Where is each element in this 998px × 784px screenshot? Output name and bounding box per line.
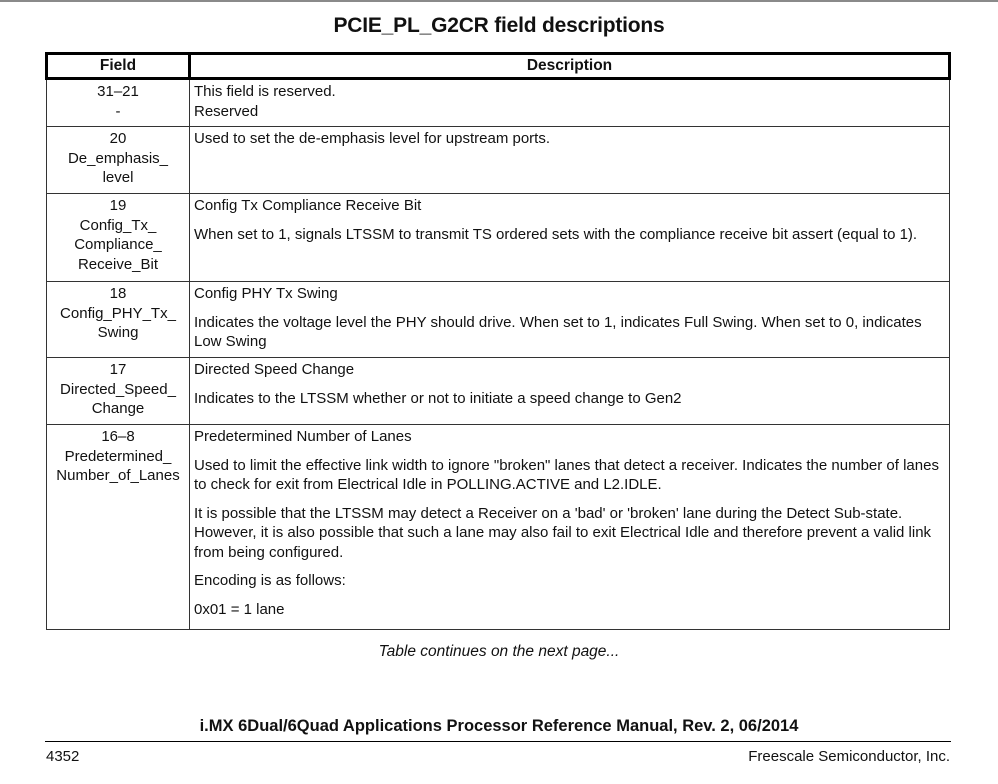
field-bits: 19 <box>109 197 127 214</box>
field-descriptions-table <box>45 52 951 630</box>
description-cell <box>190 79 950 127</box>
field-name: Config_Tx_ <box>79 216 157 234</box>
description-paragraph: Used to set the de-emphasis level for upstream ports. <box>194 130 551 147</box>
field-name: Receive_Bit <box>77 255 159 273</box>
field-bits: 20 <box>109 130 127 147</box>
field-cell <box>47 194 190 282</box>
field-name: De_emphasis_ <box>67 149 169 167</box>
page-title: PCIE_PL_G2CR field descriptions <box>333 14 665 37</box>
field-bits: 16–8 <box>101 428 135 445</box>
company-name: Freescale Semiconductor, Inc. <box>748 748 950 765</box>
field-name: - <box>115 102 121 120</box>
field-name: Compliance_ <box>74 236 162 253</box>
description-paragraph: 0x01 = 1 lane <box>194 600 285 618</box>
description-cell <box>190 127 950 194</box>
field-name: Predetermined_ <box>64 447 172 465</box>
field-cell <box>47 358 190 425</box>
field-name: Swing <box>97 324 139 341</box>
header-field: Field <box>47 54 190 79</box>
table-header-row <box>47 54 950 79</box>
continuation-note: Table continues on the next page... <box>378 643 620 660</box>
description-paragraph: Config Tx Compliance Receive Bit <box>194 197 422 214</box>
description-paragraph: Used to limit the effective link width to ignore "broken" lanes that detect a receiver. Indicates the number of lanes to check for exit from Electrical Idle in POLLING.ACTIVE and L2.IDLE. <box>194 456 939 493</box>
description-paragraph: When set to 1, signals LTSSM to transmit TS ordered sets with the compliance receive bit assert (equal to 1). <box>194 225 918 243</box>
field-name: Directed_Speed_ <box>60 380 176 398</box>
top-rule <box>0 0 998 2</box>
header-description: Description <box>190 54 950 79</box>
manual-title: i.MX 6Dual/6Quad Applications Processor Reference Manual, Rev. 2, 06/2014 <box>199 717 799 735</box>
table-row <box>47 79 950 127</box>
description-paragraph: It is possible that the LTSSM may detect a Receiver on a 'bad' or 'broken' lane during the Detect Sub-state. However, it is also possible that such a lane may also fail to exit Electrical Idle and therefore prevent a valid link from being configured. <box>194 504 932 561</box>
description-paragraph: Config PHY Tx Swing <box>194 285 338 302</box>
field-name: Config_PHY_Tx_ <box>60 304 176 322</box>
field-bits: 31–21 <box>97 83 139 100</box>
field-name: Change <box>91 400 145 417</box>
table-row <box>47 358 950 425</box>
description-cell <box>190 358 950 425</box>
description-paragraph: Encoding is as follows: <box>194 572 346 589</box>
description-paragraph: Predetermined Number of Lanes <box>194 428 412 445</box>
table-row <box>47 194 950 282</box>
field-cell <box>47 425 190 630</box>
description-paragraph: Indicates the voltage level the PHY should drive. When set to 1, indicates Full Swing. When set to 0, indicates Low Swing <box>194 313 922 350</box>
table-row <box>47 282 950 358</box>
table-row <box>47 425 950 630</box>
field-cell <box>47 127 190 194</box>
field-cell <box>47 282 190 358</box>
description-paragraph: Indicates to the LTSSM whether or not to initiate a speed change to Gen2 <box>194 389 682 407</box>
field-bits: 18 <box>109 285 127 302</box>
field-name: Number_of_Lanes <box>56 467 180 484</box>
description-paragraph: Directed Speed Change <box>194 361 355 378</box>
field-bits: 17 <box>109 361 127 378</box>
footer-rule <box>45 741 951 742</box>
field-cell <box>47 79 190 127</box>
table-row <box>47 127 950 194</box>
description-paragraph: This field is reserved. Reserved <box>194 83 336 120</box>
description-cell <box>190 425 950 630</box>
field-name: level <box>102 169 134 186</box>
description-cell <box>190 282 950 358</box>
page-number: 4352 <box>46 748 80 765</box>
description-cell <box>190 194 950 282</box>
